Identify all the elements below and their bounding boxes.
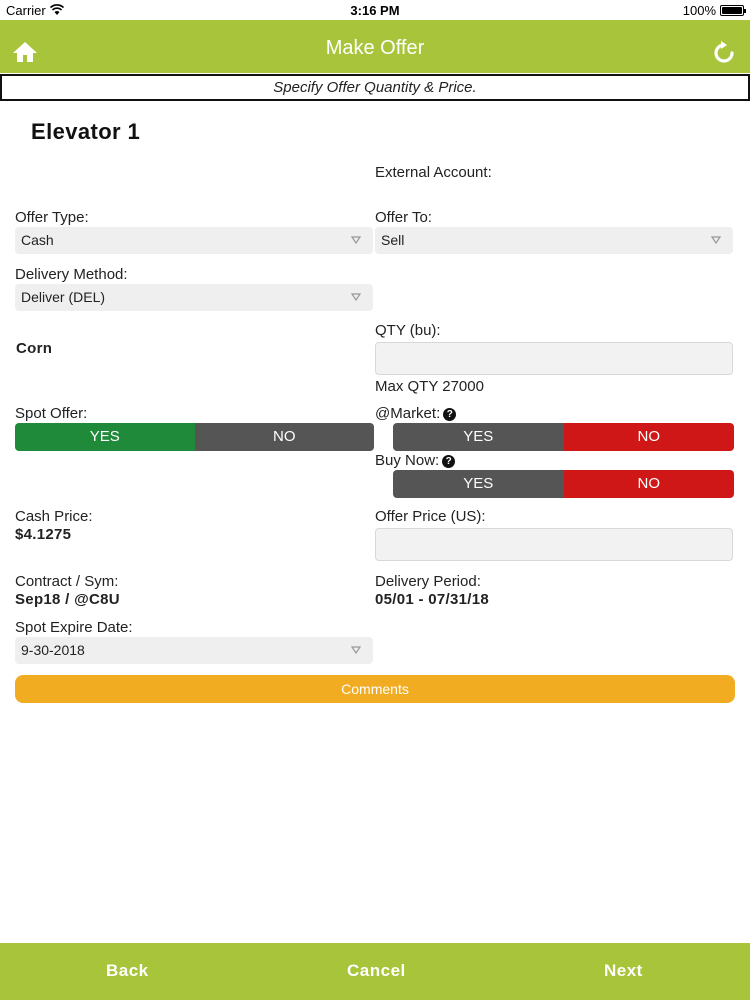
commodity-name: Corn: [16, 340, 53, 357]
battery-icon: [720, 5, 744, 16]
at-market-label-row: [375, 405, 456, 422]
delivery-period-label: Delivery Period:: [375, 573, 481, 590]
at-market-yes[interactable]: YES: [393, 423, 564, 451]
page-title: Make Offer: [325, 37, 425, 59]
location-heading: Elevator 1: [31, 119, 141, 144]
spot-offer-yes[interactable]: YES: [15, 423, 195, 451]
chevron-down-icon: [351, 646, 361, 654]
status-bar: [0, 0, 750, 20]
contract-sym-label: Contract / Sym:: [15, 573, 119, 590]
at-market-label: @Market:: [375, 405, 441, 422]
buy-now-no[interactable]: NO: [564, 470, 735, 498]
buy-now-toggle[interactable]: [393, 470, 734, 498]
qty-input[interactable]: [375, 342, 733, 375]
max-qty-text: Max QTY 27000: [375, 378, 484, 395]
question-circle-icon[interactable]: ?: [443, 408, 456, 421]
bottom-toolbar: [0, 943, 750, 1000]
offer-to-label: Offer To:: [375, 209, 432, 226]
offer-price-label: Offer Price (US):: [375, 508, 486, 525]
offer-type-value: Cash: [21, 232, 54, 248]
next-button[interactable]: Next: [604, 961, 643, 980]
question-circle-icon[interactable]: ?: [442, 455, 455, 468]
status-time: 3:16 PM: [350, 3, 400, 18]
chevron-down-icon: [351, 236, 361, 244]
offer-to-value: Sell: [381, 232, 405, 248]
delivery-method-label: Delivery Method:: [15, 266, 128, 283]
cancel-button[interactable]: Cancel: [347, 961, 406, 980]
offer-type-select[interactable]: [15, 227, 373, 254]
delivery-method-value: Deliver (DEL): [21, 289, 106, 305]
spot-expire-date-select[interactable]: [15, 637, 373, 664]
offer-to-select[interactable]: [375, 227, 733, 254]
spot-offer-toggle[interactable]: [15, 423, 374, 451]
buy-now-label: Buy Now:: [375, 452, 440, 469]
spot-offer-no[interactable]: NO: [195, 423, 375, 451]
at-market-toggle[interactable]: [393, 423, 734, 451]
chevron-down-icon: [711, 236, 721, 244]
cash-price-label: Cash Price:: [15, 508, 93, 525]
spot-expire-date-value: 9-30-2018: [21, 642, 85, 658]
delivery-method-select[interactable]: [15, 284, 373, 311]
nav-bar: [0, 20, 750, 73]
comments-button[interactable]: Comments: [15, 675, 735, 703]
at-market-no[interactable]: NO: [564, 423, 735, 451]
offer-type-label: Offer Type:: [15, 209, 89, 226]
external-account-label: External Account:: [375, 164, 492, 181]
carrier-label: Carrier: [6, 3, 46, 18]
qty-label: QTY (bu):: [375, 322, 441, 339]
offer-price-input[interactable]: [375, 528, 733, 561]
refresh-icon[interactable]: [712, 41, 736, 65]
instruction-banner: Specify Offer Quantity & Price.: [0, 74, 750, 101]
delivery-period-value: 05/01 - 07/31/18: [375, 591, 490, 608]
spot-expire-date-label: Spot Expire Date:: [15, 619, 133, 636]
chevron-down-icon: [351, 293, 361, 301]
cash-price-value: $4.1275: [15, 526, 72, 543]
spot-offer-label: Spot Offer:: [15, 405, 88, 422]
buy-now-yes[interactable]: YES: [393, 470, 564, 498]
contract-sym-value: Sep18 / @C8U: [15, 591, 120, 608]
battery-percent: 100%: [682, 3, 716, 18]
back-button[interactable]: Back: [106, 961, 149, 980]
buy-now-label-row: [375, 452, 455, 469]
